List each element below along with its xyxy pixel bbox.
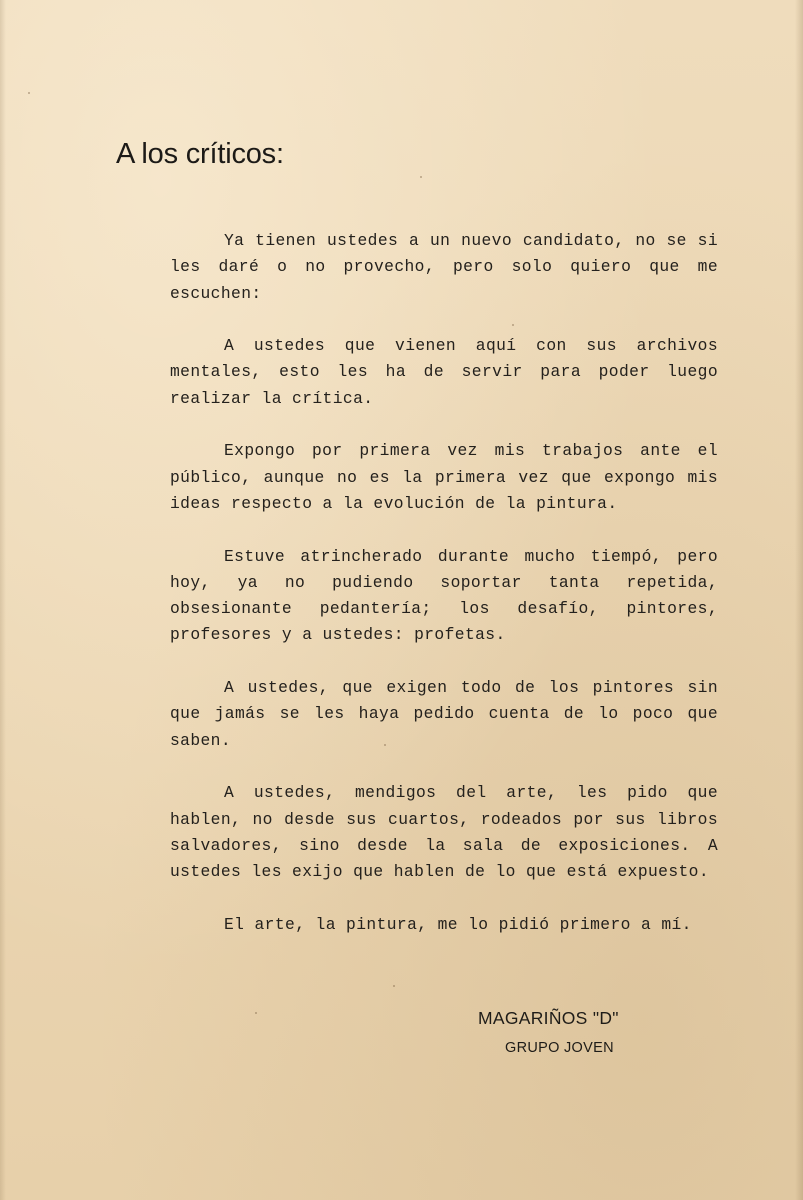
paper-speck [255,1012,257,1014]
paragraph: Estuve atrincherado durante mucho tiempó, pero hoy, ya no pudiendo soportar tanta repetida, obsesionante pedantería; los desafío, pintores, profesores y a ustedes: profetas. [170,546,718,645]
paragraph: El arte, la pintura, me lo pidió primero a mí. [224,914,692,934]
signature-name: MAGARIÑOS "D" [478,1008,619,1028]
page-edge-shadow-left [0,0,6,1200]
paragraph: A ustedes, mendigos del arte, les pido que hablen, no desde sus cuartos, rodeados por sus libros salvadores, sino desde la sala de exposiciones. A ustedes les exijo que hablen de lo que está expuesto. [170,783,718,882]
page-edge-shadow-right [795,0,803,1200]
paper-speck [393,985,395,987]
paragraph: Ya tienen ustedes a un nuevo candidato, no se si les daré o no provecho, pero solo quiero que me escuchen: [170,231,718,303]
paper-speck [420,176,422,178]
paragraph: Expongo por primera vez mis trabajos ante el público, aunque no es la primera vez que expongo mis ideas respecto a la evolución de la pintura. [170,441,718,513]
letter-body [170,228,718,938]
paper-speck [28,92,30,94]
signature-group: GRUPO JOVEN [505,1040,614,1056]
paragraph: A ustedes, que exigen todo de los pintores sin que jamás se les haya pedido cuenta de lo poco que saben. [170,678,718,750]
paragraph: A ustedes que vienen aquí con sus archivos mentales, esto les ha de servir para poder luego realizar la crítica. [170,336,718,408]
page-title: A los críticos: [116,138,284,170]
